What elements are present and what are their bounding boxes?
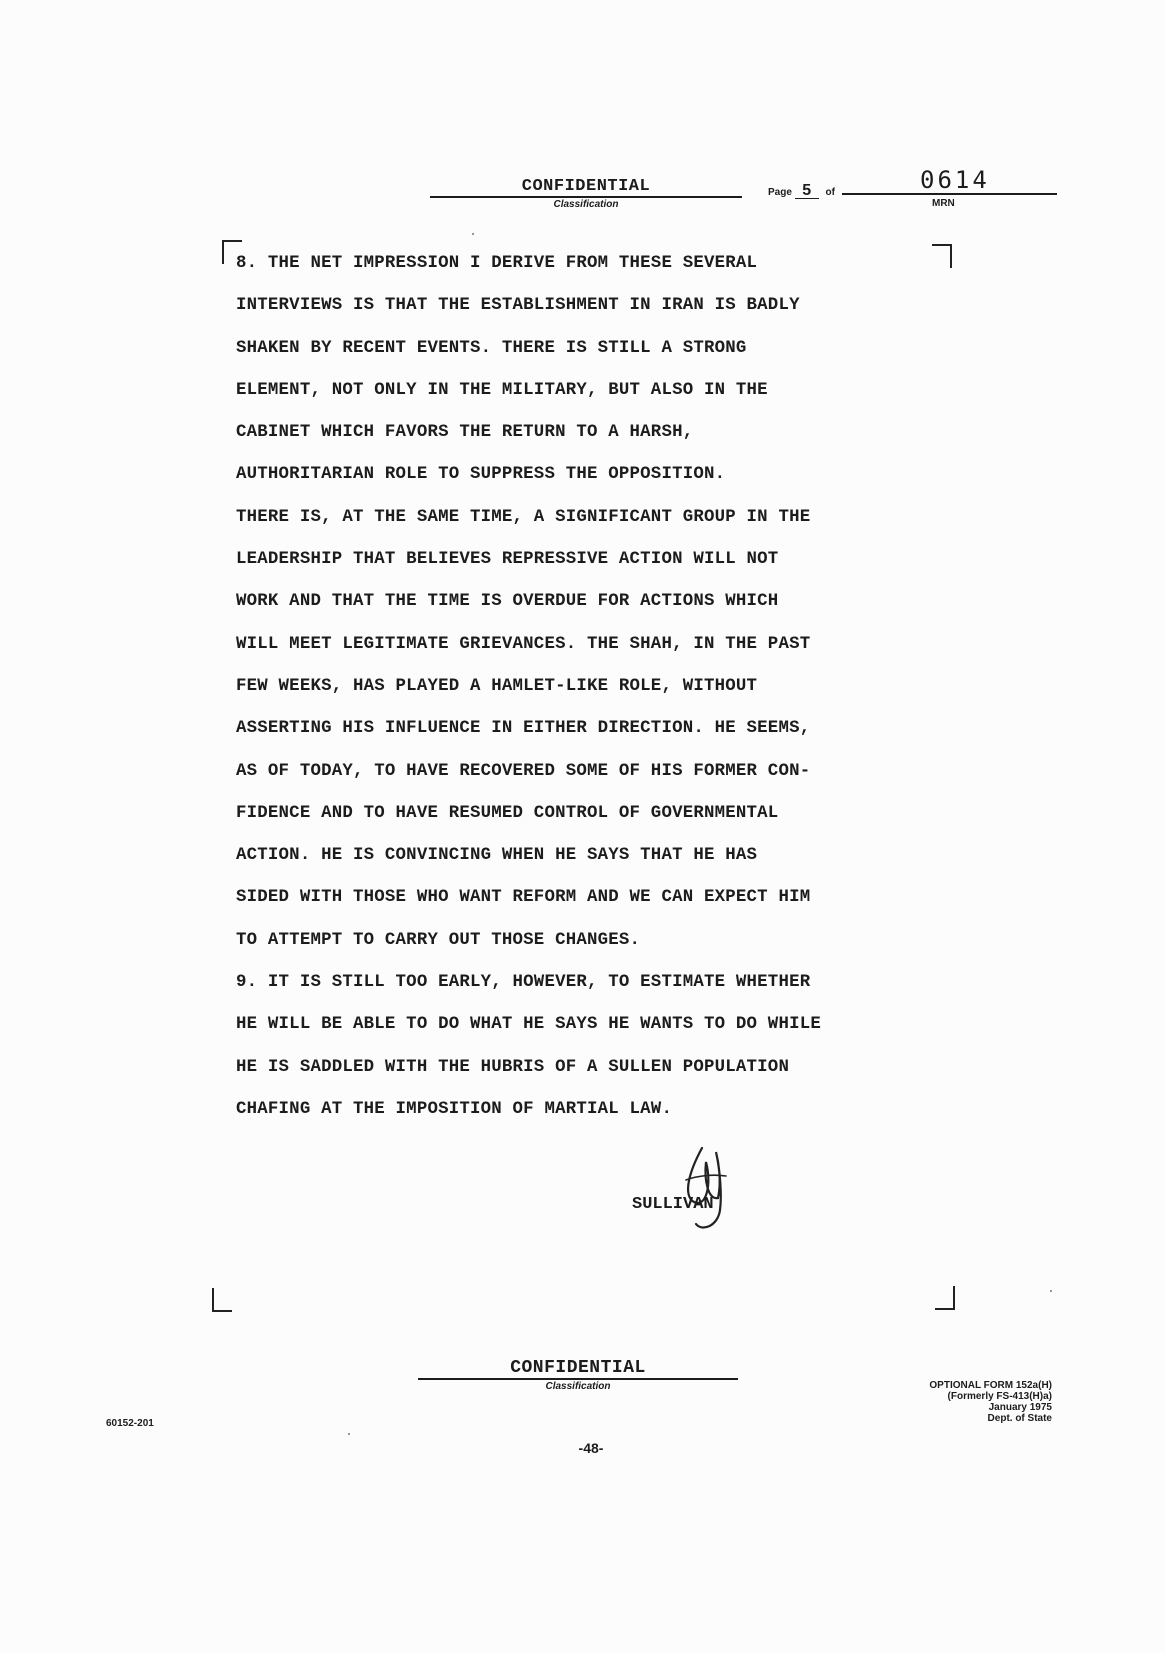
body-line: HE WILL BE ABLE TO DO WHAT HE SAYS HE WANTS TO DO WHILE — [236, 1015, 821, 1035]
body-line: CABINET WHICH FAVORS THE RETURN TO A HARSH, — [236, 423, 694, 443]
footer-classification — [418, 1358, 738, 1393]
header-classification — [430, 178, 742, 211]
body-line: AUTHORITARIAN ROLE TO SUPPRESS THE OPPOSITION. — [236, 465, 726, 485]
signer-name: SULLIVAN — [632, 1195, 714, 1214]
footer-classification-label: Classification — [545, 1381, 611, 1392]
corner-bracket-bottom-left — [212, 1288, 232, 1312]
message-body — [236, 253, 936, 1141]
footer-page-number: -48- — [578, 1440, 604, 1456]
signature-block — [632, 1140, 742, 1240]
mrn-label: MRN — [932, 198, 955, 209]
body-line: ACTION. HE IS CONVINCING WHEN HE SAYS THAT HE HAS — [236, 846, 758, 866]
optional-form-line: January 1975 — [988, 1402, 1052, 1413]
optional-form-line: OPTIONAL FORM 152a(H) — [929, 1380, 1052, 1391]
page-label: Page — [768, 187, 792, 198]
header-classification-label: Classification — [553, 199, 619, 210]
body-line: ASSERTING HIS INFLUENCE IN EITHER DIRECTION. HE SEEMS, — [236, 719, 811, 739]
page-number: 5 — [795, 184, 819, 199]
body-line: ELEMENT, NOT ONLY IN THE MILITARY, BUT ALSO IN THE — [236, 380, 768, 400]
body-line: SHAKEN BY RECENT EVENTS. THERE IS STILL A STRONG — [236, 338, 747, 358]
body-line: CHAFING AT THE IMPOSITION OF MARTIAL LAW. — [236, 1099, 673, 1119]
body-line: WORK AND THAT THE TIME IS OVERDUE FOR ACTIONS WHICH — [236, 592, 779, 612]
body-line: LEADERSHIP THAT BELIEVES REPRESSIVE ACTION WILL NOT — [236, 550, 779, 570]
body-line: 8. THE NET IMPRESSION I DERIVE FROM THESE SEVERAL — [236, 254, 758, 273]
optional-form-line: Dept. of State — [987, 1413, 1052, 1424]
body-line: TO ATTEMPT TO CARRY OUT THOSE CHANGES. — [236, 930, 641, 950]
header-page-indicator — [768, 184, 1057, 199]
body-line: FEW WEEKS, HAS PLAYED A HAMLET-LIKE ROLE, WITHOUT — [236, 676, 758, 696]
optional-form-line: (Formerly FS-413(H)a) — [947, 1391, 1052, 1402]
body-line: INTERVIEWS IS THAT THE ESTABLISHMENT IN IRAN IS BADLY — [236, 296, 800, 316]
body-line: WILL MEET LEGITIMATE GRIEVANCES. THE SHAH, IN THE PAST — [236, 634, 811, 654]
body-line: HE IS SADDLED WITH THE HUBRIS OF A SULLEN POPULATION — [236, 1057, 790, 1077]
header-classification-text: CONFIDENTIAL — [430, 178, 742, 198]
scan-speck — [348, 1433, 350, 1435]
handwritten-initials-icon — [672, 1140, 732, 1240]
footer-classification-text: CONFIDENTIAL — [418, 1358, 738, 1380]
scan-speck — [1050, 1290, 1052, 1292]
scan-speck — [472, 233, 474, 235]
form-number: 60152-201 — [106, 1418, 154, 1429]
optional-form-block — [862, 1380, 1052, 1424]
body-line: THERE IS, AT THE SAME TIME, A SIGNIFICANT GROUP IN THE — [236, 507, 811, 527]
mrn-handwritten: 0614 — [920, 166, 990, 194]
corner-bracket-bottom-right — [935, 1286, 955, 1310]
of-label: of — [825, 187, 835, 198]
body-line: AS OF TODAY, TO HAVE RECOVERED SOME OF HIS FORMER CON- — [236, 761, 811, 781]
body-line: SIDED WITH THOSE WHO WANT REFORM AND WE CAN EXPECT HIM — [236, 888, 811, 908]
body-line: FIDENCE AND TO HAVE RESUMED CONTROL OF GOVERNMENTAL — [236, 803, 779, 823]
body-line: 9. IT IS STILL TOO EARLY, HOWEVER, TO ESTIMATE WHETHER — [236, 973, 811, 993]
